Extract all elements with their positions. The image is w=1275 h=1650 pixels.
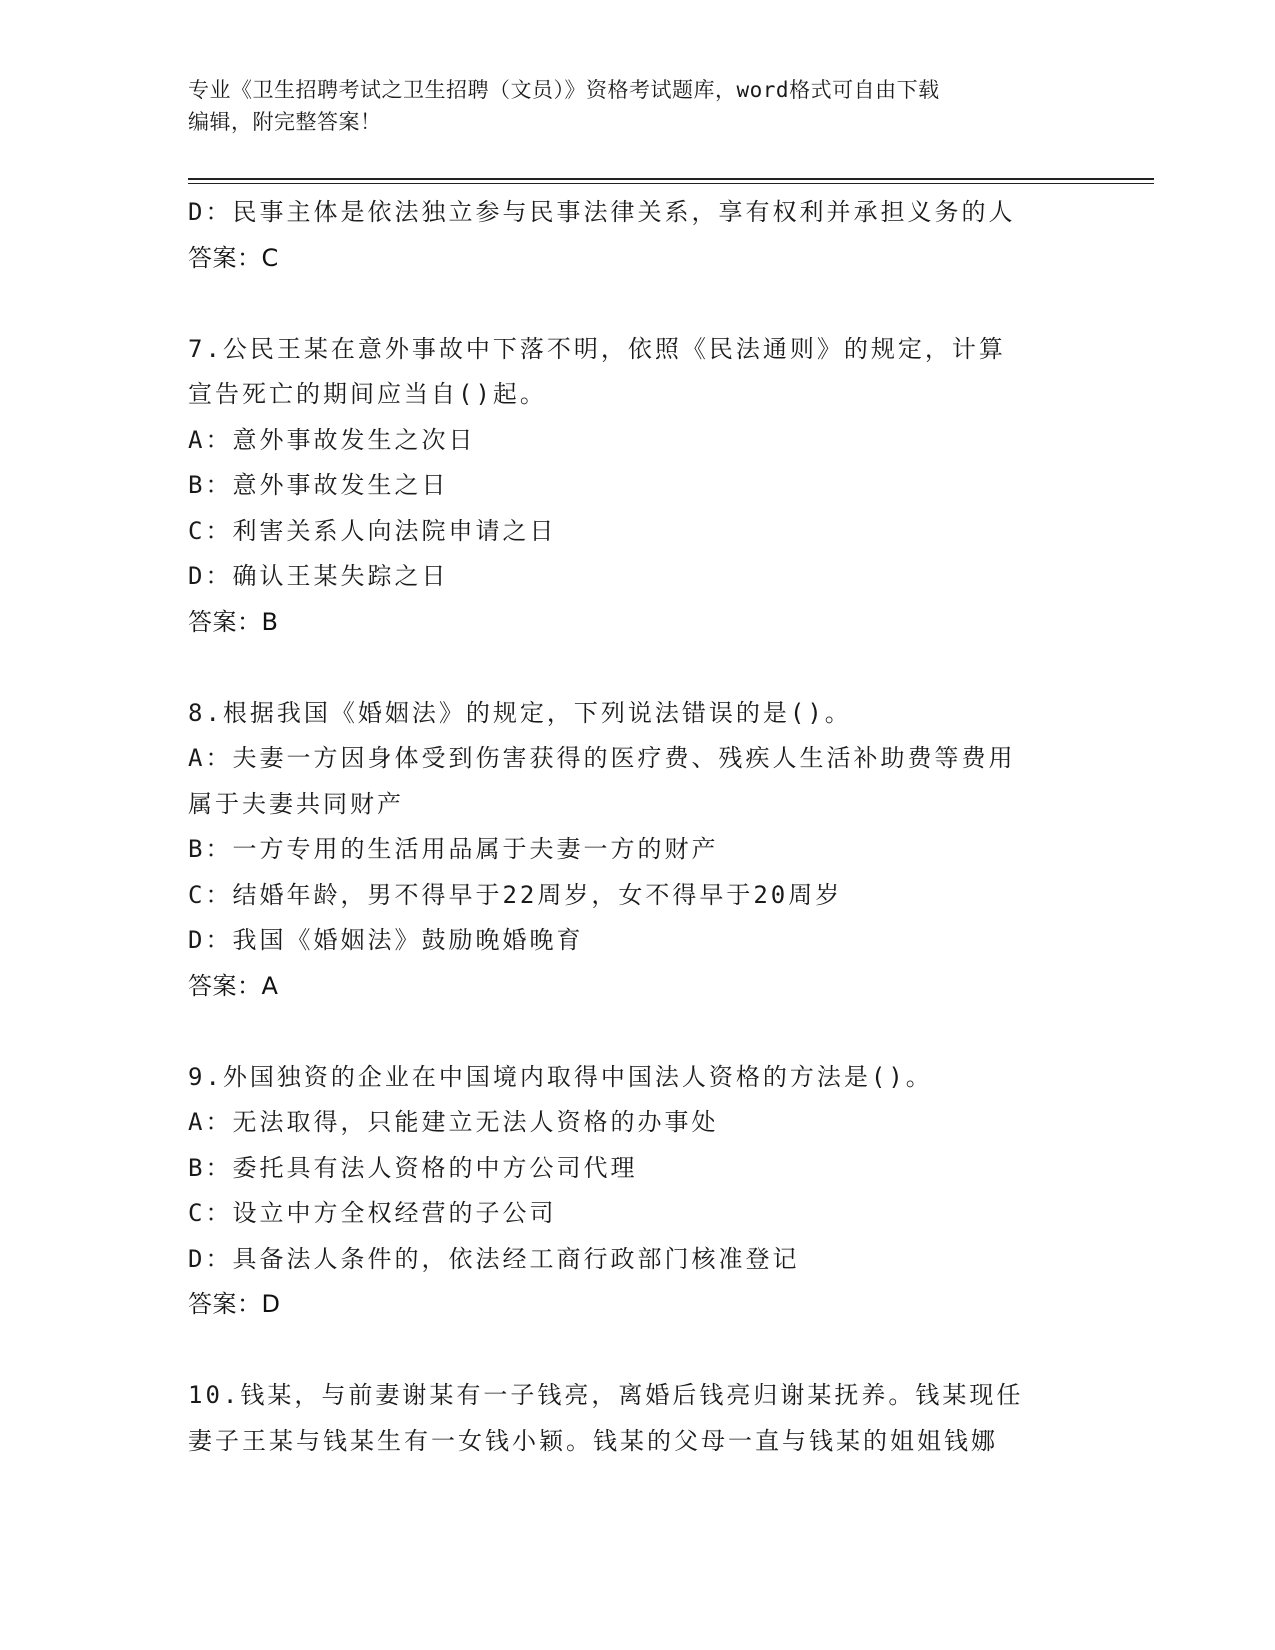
- option-a: A：无法取得，只能建立无法人资格的办事处: [188, 1108, 719, 1136]
- answer-line: 答案：C: [188, 243, 279, 272]
- answer-line: 答案：A: [188, 971, 279, 1000]
- option-a: A：意外事故发生之次日: [188, 425, 476, 454]
- option-a: A：夫妻一方因身体受到伤害获得的医疗费、残疾人生活补助费等费用: [188, 744, 1016, 772]
- header-line-2: 编辑，附完整答案！: [188, 110, 382, 134]
- option-d: D：确认王某失踪之日: [188, 562, 449, 590]
- answer-line: 答案：D: [188, 1290, 281, 1318]
- option-d: D：民事主体是依法独立参与民事法律关系，享有权利并承担义务的人: [188, 198, 1016, 226]
- option-c: C：结婚年龄，男不得早于22周岁，女不得早于20周岁: [188, 880, 843, 909]
- spacer: [188, 1009, 1088, 1055]
- option-b: B：委托具有法人资格的中方公司代理: [188, 1153, 638, 1182]
- question-stem: 9.外国独资的企业在中国境内取得中国法人资格的方法是()。: [188, 1062, 933, 1091]
- option-d: D：我国《婚姻法》鼓励晚婚晚育: [188, 926, 584, 954]
- option-b: B：一方专用的生活用品属于夫妻一方的财产: [188, 835, 719, 863]
- option-c: C：利害关系人向法院申请之日: [188, 516, 557, 545]
- question-stem: 10.钱某，与前妻谢某有一子钱亮，离婚后钱亮归谢某抚养。钱某现任: [188, 1381, 1024, 1409]
- question-list: [188, 190, 1088, 1464]
- option-d: D：具备法人条件的，依法经工商行政部门核准登记: [188, 1244, 800, 1273]
- question-stem: 7.公民王某在意外事故中下落不明，依照《民法通则》的规定，计算: [188, 334, 1006, 363]
- header-line-1: 专业《卫生招聘考试之卫生招聘（文员）》资格考试题库，word格式可自由下载: [188, 78, 940, 102]
- question-8: [188, 691, 1088, 1010]
- question-9: [188, 1055, 1088, 1328]
- question-stem-cont: 妻子王某与钱某生有一女钱小颖。钱某的父母一直与钱某的姐姐钱娜: [188, 1426, 998, 1455]
- page-header: [188, 74, 1068, 138]
- header-divider: [188, 178, 1154, 184]
- question-7: [188, 327, 1088, 646]
- spacer: [188, 645, 1088, 691]
- spacer: [188, 1328, 1088, 1374]
- question-stem: 8.根据我国《婚姻法》的规定，下列说法错误的是()。: [188, 698, 852, 727]
- option-c: C：设立中方全权经营的子公司: [188, 1199, 557, 1227]
- question-stem-cont: 宣告死亡的期间应当自()起。: [188, 380, 547, 408]
- question-10: [188, 1373, 1088, 1464]
- option-a-cont: 属于夫妻共同财产: [188, 789, 404, 818]
- answer-line: 答案：B: [188, 607, 279, 636]
- option-b: B：意外事故发生之日: [188, 471, 449, 499]
- spacer: [188, 281, 1088, 327]
